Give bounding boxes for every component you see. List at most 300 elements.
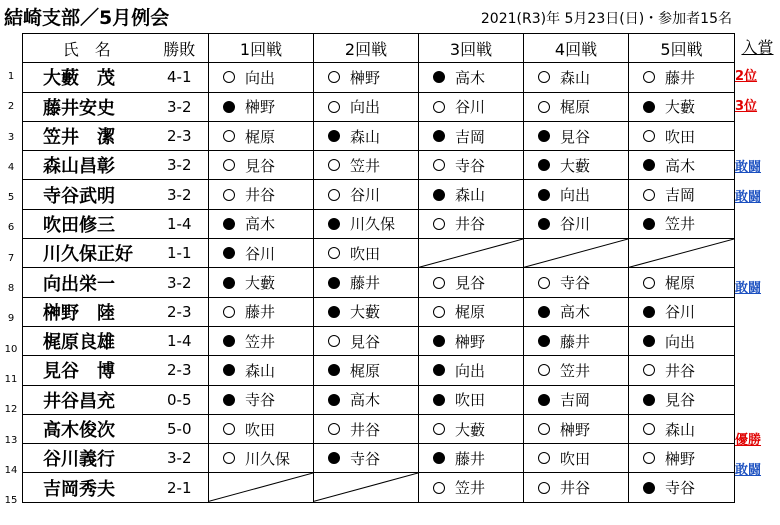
opponent-name: 笠井 xyxy=(560,361,591,380)
black-circle-icon xyxy=(538,189,550,201)
white-circle-icon xyxy=(328,423,340,435)
white-circle-icon xyxy=(433,482,445,494)
white-circle-icon xyxy=(328,101,340,113)
opponent-name: 榊野 xyxy=(455,332,486,351)
game-result xyxy=(314,326,419,355)
opponent-name: 吹田 xyxy=(665,127,696,146)
white-circle-icon xyxy=(643,130,655,142)
table-row xyxy=(23,239,735,268)
black-circle-icon xyxy=(643,218,655,230)
game-result xyxy=(524,385,629,414)
game-result xyxy=(209,268,314,297)
black-circle-icon xyxy=(328,394,340,406)
game-result xyxy=(209,444,314,473)
white-circle-icon xyxy=(643,189,655,201)
award-label: 2位 xyxy=(735,69,758,84)
opponent-name: 高木 xyxy=(665,156,696,175)
diagonal-line xyxy=(419,239,523,267)
opponent-name: 笠井 xyxy=(665,215,696,234)
table-row xyxy=(23,356,735,385)
award-label xyxy=(735,365,780,395)
game-result xyxy=(314,92,419,121)
white-circle-icon xyxy=(328,189,340,201)
game-result xyxy=(314,444,419,473)
table-row xyxy=(23,385,735,414)
award-label xyxy=(735,244,780,274)
game-result xyxy=(209,326,314,355)
game-result xyxy=(314,63,419,92)
table-row xyxy=(23,297,735,326)
black-circle-icon xyxy=(538,130,550,142)
opponent-name: 寺谷 xyxy=(560,274,591,293)
game-result xyxy=(419,297,524,326)
game-result xyxy=(419,326,524,355)
opponent-name: 向出 xyxy=(560,186,591,205)
game-result xyxy=(419,92,524,121)
white-circle-icon xyxy=(643,71,655,83)
player-name: 森山昌彰 xyxy=(23,151,151,180)
no-game-cell xyxy=(314,473,419,502)
white-circle-icon xyxy=(433,306,445,318)
game-result xyxy=(524,473,629,502)
award-label: 3位 xyxy=(735,99,758,115)
row-number: 5 xyxy=(7,192,15,204)
player-name: 高木俊次 xyxy=(23,414,151,443)
awards-column xyxy=(735,33,780,516)
game-result xyxy=(524,326,629,355)
game-result xyxy=(629,356,735,385)
opponent-name: 井谷 xyxy=(350,420,381,439)
opponent-name: 向出 xyxy=(455,361,486,380)
award-label xyxy=(735,123,780,153)
white-circle-icon xyxy=(643,277,655,289)
page-title: 結崎支部／5月例会 xyxy=(4,7,170,29)
white-circle-icon xyxy=(328,71,340,83)
game-result xyxy=(419,414,524,443)
white-circle-icon xyxy=(433,423,445,435)
opponent-name: 大藪 xyxy=(665,98,696,117)
opponent-name: 森山 xyxy=(350,127,381,146)
black-circle-icon xyxy=(433,364,445,376)
row-number: 9 xyxy=(7,313,15,325)
player-name: 井谷昌充 xyxy=(23,385,151,414)
game-result xyxy=(524,63,629,92)
opponent-name: 見谷 xyxy=(455,274,486,293)
game-result xyxy=(629,92,735,121)
opponent-name: 榊野 xyxy=(245,98,276,117)
results-table xyxy=(22,33,735,503)
white-circle-icon xyxy=(538,452,550,464)
game-result xyxy=(524,92,629,121)
opponent-name: 笠井 xyxy=(245,332,276,351)
award-label xyxy=(735,335,780,365)
game-result xyxy=(629,444,735,473)
game-result xyxy=(209,63,314,92)
game-result xyxy=(209,151,314,180)
row-number: 8 xyxy=(7,283,15,295)
opponent-name: 見谷 xyxy=(350,332,381,351)
header-round-1: 1回戦 xyxy=(209,34,314,63)
game-result xyxy=(314,414,419,443)
diagonal-line xyxy=(314,473,418,501)
opponent-name: 寺谷 xyxy=(350,449,381,468)
black-circle-icon xyxy=(643,394,655,406)
diagonal-line xyxy=(524,239,628,267)
game-result xyxy=(314,151,419,180)
row-number: 10 xyxy=(4,343,18,355)
player-record: 3-2 xyxy=(151,151,209,180)
header-round-4: 4回戦 xyxy=(524,34,629,63)
game-result xyxy=(524,297,629,326)
game-result xyxy=(524,444,629,473)
opponent-name: 川久保 xyxy=(350,215,396,234)
no-game-cell xyxy=(524,239,629,268)
player-name: 谷川義行 xyxy=(23,444,151,473)
header-round-3: 3回戦 xyxy=(419,34,524,63)
award-label xyxy=(735,213,780,243)
player-record: 2-1 xyxy=(151,473,209,502)
player-name: 向出栄一 xyxy=(23,268,151,297)
player-record: 2-3 xyxy=(151,121,209,150)
opponent-name: 吉岡 xyxy=(665,186,696,205)
black-circle-icon xyxy=(538,394,550,406)
player-name: 川久保正好 xyxy=(23,239,151,268)
game-result xyxy=(629,414,735,443)
black-circle-icon xyxy=(643,306,655,318)
game-result xyxy=(314,356,419,385)
row-number: 7 xyxy=(7,252,15,264)
game-result xyxy=(209,180,314,209)
award-label xyxy=(735,304,780,334)
opponent-name: 梶原 xyxy=(665,274,696,293)
black-circle-icon xyxy=(433,452,445,464)
game-result xyxy=(419,356,524,385)
opponent-name: 吹田 xyxy=(455,391,486,410)
game-result xyxy=(629,121,735,150)
player-record: 3-2 xyxy=(151,92,209,121)
black-circle-icon xyxy=(223,277,235,289)
black-circle-icon xyxy=(223,247,235,259)
player-name: 大藪 茂 xyxy=(23,63,151,92)
game-result xyxy=(314,239,419,268)
black-circle-icon xyxy=(223,101,235,113)
opponent-name: 笠井 xyxy=(455,479,486,498)
game-result xyxy=(524,121,629,150)
black-circle-icon xyxy=(433,394,445,406)
row-numbers xyxy=(0,62,22,516)
white-circle-icon xyxy=(328,247,340,259)
game-result xyxy=(209,239,314,268)
header-name: 氏 名 xyxy=(23,34,151,63)
game-result xyxy=(524,180,629,209)
black-circle-icon xyxy=(538,306,550,318)
diagonal-line xyxy=(629,239,734,267)
opponent-name: 井谷 xyxy=(245,186,276,205)
opponent-name: 榊野 xyxy=(350,68,381,87)
player-name: 寺谷武明 xyxy=(23,180,151,209)
white-circle-icon xyxy=(538,482,550,494)
row-number: 2 xyxy=(7,101,15,113)
row-number: 4 xyxy=(7,161,15,173)
white-circle-icon xyxy=(538,277,550,289)
player-name: 見谷 博 xyxy=(23,356,151,385)
opponent-name: 寺谷 xyxy=(455,156,486,175)
player-record: 3-2 xyxy=(151,268,209,297)
header-row xyxy=(23,34,735,63)
opponent-name: 寺谷 xyxy=(665,479,696,498)
opponent-name: 向出 xyxy=(245,68,276,87)
game-result xyxy=(419,151,524,180)
opponent-name: 谷川 xyxy=(560,215,591,234)
opponent-name: 吉岡 xyxy=(455,127,486,146)
black-circle-icon xyxy=(538,159,550,171)
black-circle-icon xyxy=(223,335,235,347)
player-record: 2-3 xyxy=(151,356,209,385)
row-number: 3 xyxy=(7,131,15,143)
player-record: 4-1 xyxy=(151,63,209,92)
player-name: 藤井安史 xyxy=(23,92,151,121)
game-result xyxy=(629,268,735,297)
black-circle-icon xyxy=(643,159,655,171)
award-label: 敢闘 xyxy=(735,159,762,175)
opponent-name: 吹田 xyxy=(245,420,276,439)
row-number: 1 xyxy=(7,71,15,82)
table-row xyxy=(23,209,735,238)
opponent-name: 川久保 xyxy=(245,449,291,468)
opponent-name: 井谷 xyxy=(560,479,591,498)
player-record: 5-0 xyxy=(151,414,209,443)
black-circle-icon xyxy=(223,218,235,230)
table-row xyxy=(23,63,735,92)
game-result xyxy=(314,297,419,326)
black-circle-icon xyxy=(223,364,235,376)
black-circle-icon xyxy=(643,335,655,347)
player-name: 吉岡秀夫 xyxy=(23,473,151,502)
black-circle-icon xyxy=(433,189,445,201)
opponent-name: 谷川 xyxy=(455,98,486,117)
opponent-name: 榊野 xyxy=(665,449,696,468)
white-circle-icon xyxy=(643,452,655,464)
row-number: 6 xyxy=(7,222,15,234)
opponent-name: 笠井 xyxy=(350,156,381,175)
player-record: 1-1 xyxy=(151,239,209,268)
game-result xyxy=(314,385,419,414)
game-result xyxy=(629,209,735,238)
black-circle-icon xyxy=(433,71,445,83)
black-circle-icon xyxy=(643,101,655,113)
table-row xyxy=(23,473,735,502)
game-result xyxy=(209,385,314,414)
game-result xyxy=(419,268,524,297)
opponent-name: 見谷 xyxy=(245,156,276,175)
opponent-name: 梶原 xyxy=(245,127,276,146)
opponent-name: 森山 xyxy=(665,420,696,439)
opponent-name: 高木 xyxy=(560,303,591,322)
no-game-cell xyxy=(419,239,524,268)
opponent-name: 高木 xyxy=(455,68,486,87)
white-circle-icon xyxy=(433,218,445,230)
award-label: 敢闘 xyxy=(735,462,762,478)
table-row xyxy=(23,414,735,443)
game-result xyxy=(629,297,735,326)
white-circle-icon xyxy=(538,101,550,113)
white-circle-icon xyxy=(643,364,655,376)
white-circle-icon xyxy=(433,159,445,171)
white-circle-icon xyxy=(223,306,235,318)
opponent-name: 高木 xyxy=(245,215,276,234)
opponent-name: 見谷 xyxy=(560,127,591,146)
opponent-name: 井谷 xyxy=(455,215,486,234)
white-circle-icon xyxy=(223,423,235,435)
game-result xyxy=(629,180,735,209)
white-circle-icon xyxy=(223,452,235,464)
game-result xyxy=(524,414,629,443)
opponent-name: 梶原 xyxy=(455,303,486,322)
white-circle-icon xyxy=(223,71,235,83)
game-result xyxy=(419,209,524,238)
game-result xyxy=(314,209,419,238)
opponent-name: 藤井 xyxy=(350,274,381,293)
opponent-name: 吹田 xyxy=(350,244,381,263)
black-circle-icon xyxy=(328,277,340,289)
row-number: 15 xyxy=(4,495,18,507)
game-result xyxy=(209,356,314,385)
player-record: 3-2 xyxy=(151,444,209,473)
opponent-name: 藤井 xyxy=(665,68,696,87)
opponent-name: 見谷 xyxy=(665,391,696,410)
opponent-name: 藤井 xyxy=(245,303,276,322)
white-circle-icon xyxy=(538,71,550,83)
game-result xyxy=(314,121,419,150)
opponent-name: 吹田 xyxy=(560,449,591,468)
black-circle-icon xyxy=(643,482,655,494)
table-row xyxy=(23,121,735,150)
award-label: 敢闘 xyxy=(735,190,762,206)
player-record: 2-3 xyxy=(151,297,209,326)
table-row xyxy=(23,444,735,473)
player-record: 3-2 xyxy=(151,180,209,209)
award-label xyxy=(735,395,780,425)
player-name: 梶原良雄 xyxy=(23,326,151,355)
header-award: 入賞 xyxy=(741,38,774,57)
award-label xyxy=(735,486,780,516)
game-result xyxy=(419,473,524,502)
opponent-name: 井谷 xyxy=(665,361,696,380)
row-number: 13 xyxy=(4,434,18,446)
game-result xyxy=(314,268,419,297)
game-result xyxy=(629,151,735,180)
opponent-name: 梶原 xyxy=(350,361,381,380)
white-circle-icon xyxy=(328,335,340,347)
table-row xyxy=(23,326,735,355)
black-circle-icon xyxy=(433,130,445,142)
opponent-name: 森山 xyxy=(560,68,591,87)
row-number: 12 xyxy=(4,404,18,416)
white-circle-icon xyxy=(538,423,550,435)
table-row xyxy=(23,151,735,180)
black-circle-icon xyxy=(328,130,340,142)
opponent-name: 寺谷 xyxy=(245,391,276,410)
black-circle-icon xyxy=(538,335,550,347)
opponent-name: 榊野 xyxy=(560,420,591,439)
player-name: 榊野 陸 xyxy=(23,297,151,326)
game-result xyxy=(209,121,314,150)
opponent-name: 高木 xyxy=(350,391,381,410)
opponent-name: 梶原 xyxy=(560,98,591,117)
black-circle-icon xyxy=(433,335,445,347)
game-result xyxy=(419,385,524,414)
black-circle-icon xyxy=(328,306,340,318)
row-number: 11 xyxy=(4,373,18,385)
game-result xyxy=(629,63,735,92)
game-result xyxy=(419,444,524,473)
game-result xyxy=(524,268,629,297)
game-result xyxy=(209,297,314,326)
game-result xyxy=(419,63,524,92)
game-result xyxy=(524,356,629,385)
header-round-2: 2回戦 xyxy=(314,34,419,63)
white-circle-icon xyxy=(223,130,235,142)
game-result xyxy=(209,209,314,238)
game-result xyxy=(419,180,524,209)
game-result xyxy=(209,414,314,443)
opponent-name: 大藪 xyxy=(560,156,591,175)
white-circle-icon xyxy=(433,101,445,113)
opponent-name: 森山 xyxy=(245,361,276,380)
opponent-name: 谷川 xyxy=(665,303,696,322)
game-result xyxy=(629,326,735,355)
player-record: 1-4 xyxy=(151,326,209,355)
opponent-name: 向出 xyxy=(665,332,696,351)
black-circle-icon xyxy=(328,218,340,230)
award-label: 敢闘 xyxy=(735,281,762,297)
opponent-name: 森山 xyxy=(455,186,486,205)
event-info: 2021(R3)年 5月23日(日)・参加者15名 xyxy=(480,11,732,27)
player-name: 吹田修三 xyxy=(23,209,151,238)
player-record: 1-4 xyxy=(151,209,209,238)
opponent-name: 谷川 xyxy=(350,186,381,205)
black-circle-icon xyxy=(538,218,550,230)
white-circle-icon xyxy=(328,159,340,171)
opponent-name: 藤井 xyxy=(455,449,486,468)
white-circle-icon xyxy=(538,364,550,376)
opponent-name: 大藪 xyxy=(245,274,276,293)
game-result xyxy=(524,209,629,238)
no-game-cell xyxy=(629,239,735,268)
opponent-name: 藤井 xyxy=(560,332,591,351)
game-result xyxy=(629,385,735,414)
black-circle-icon xyxy=(328,452,340,464)
award-label: 優勝 xyxy=(735,432,762,448)
game-result xyxy=(209,92,314,121)
opponent-name: 大藪 xyxy=(350,303,381,322)
header-round-5: 5回戦 xyxy=(629,34,735,63)
diagonal-line xyxy=(209,473,313,501)
white-circle-icon xyxy=(433,277,445,289)
no-game-cell xyxy=(209,473,314,502)
player-name: 笠井 潔 xyxy=(23,121,151,150)
player-record: 0-5 xyxy=(151,385,209,414)
table-row xyxy=(23,180,735,209)
game-result xyxy=(314,180,419,209)
black-circle-icon xyxy=(223,394,235,406)
white-circle-icon xyxy=(223,189,235,201)
opponent-name: 谷川 xyxy=(245,244,276,263)
table-row xyxy=(23,268,735,297)
table-row xyxy=(23,92,735,121)
black-circle-icon xyxy=(328,364,340,376)
game-result xyxy=(419,121,524,150)
